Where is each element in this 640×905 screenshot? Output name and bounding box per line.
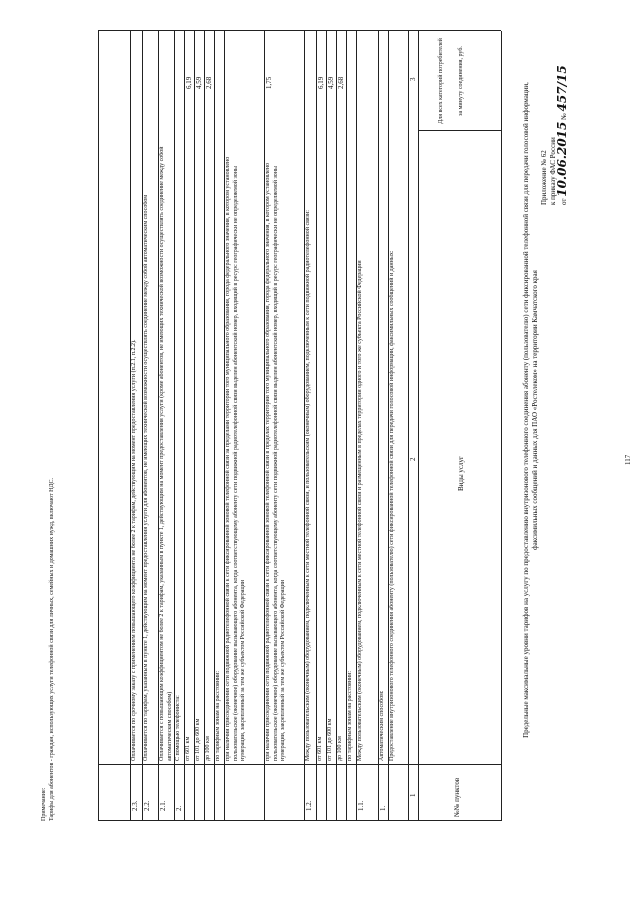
col-index-1: 1 — [409, 793, 417, 797]
row-text: Оплачивается по срочному заказу с применением повышающего коэффициента не более 2 к тарифам, действующим на момент предоставления услуги (п.2.1, п.2.2). — [131, 339, 137, 761]
row-text: Между пользовательским (оконечным) оборудованием, подключенным к сети местной телефонной связи, и пользовательским (оконечным) оборудованием, подключенным к сети подвижной радиотелефонной связи: — [305, 210, 311, 761]
row-number: 2. — [175, 805, 183, 811]
title-line-1: Предельные максимальные уровни тарифов на услугу по предоставлению внутризонового телефонного соединения абоненту (пользователю) сети фиксированной телефонной связи для передачи голосовой информации, — [522, 82, 530, 738]
row-text: Автоматическим способом: — [379, 690, 385, 761]
row-text: при наличии присоединения сети подвижной радиотелефонной связи к сети фиксированной зоновой телефонной связи в пределах территории того муниципального образования, города федерального значения, в котором установлено пользовательское (оконечное) оборудование вызывающего абонента, когда соответствующему абоненту сети подвижной радиотелефонной связи выделен абонентский номер, входящий в ресурс географически не определяемой зоны нумерации, закрепленный за тем же субъектом Российской Федерации — [265, 162, 286, 761]
row-text: от 101 до 600 км — [327, 718, 333, 761]
row-text: по тарифным зонам на расстоянии: — [215, 670, 221, 761]
row-text: Оплачивается по тарифам, указанным в пункте 1, действующим на момент предоставления услуги для абонентов, не имеющих технической возможности осуществлять соединение между собой автоматическим способом — [143, 194, 149, 761]
header-num: №№ пунктов — [453, 777, 461, 817]
row-text: С помощью телефониста: — [175, 695, 181, 761]
row-text: при наличии присоединения сети подвижной радиотелефонной связи к сети фиксированной зоновой телефонной связи за пределами территории того муниципального образования, города федерального значения, в котором установлено пользовательское (оконечное) оборудование вызывающего абонента, когда соответствующему абоненту сети подвижной радиотелефонной связи выделен абонентский номер, входящий в ресурс географически не определяемой зоны нумерации, закрепленный за тем же субъектом Российской Федерации — [225, 156, 246, 761]
col-index-2: 2 — [409, 457, 417, 461]
row-number: 2.1. — [159, 800, 167, 811]
row-value: 1,75 — [265, 76, 273, 89]
row-value: 2,68 — [337, 76, 345, 89]
row-number: 1. — [379, 805, 387, 811]
header-services: Виды услуг — [457, 456, 465, 491]
col-index-3: 3 — [409, 77, 417, 81]
appendix-date-line — [555, 65, 569, 205]
row-text: до 100 км — [337, 736, 343, 761]
row-value: 2,68 — [205, 76, 213, 89]
row-number: 1.2. — [305, 800, 313, 811]
handwritten-number: 457/15 — [555, 65, 569, 112]
number-label: № — [560, 113, 568, 120]
page-number: 117 — [624, 454, 632, 465]
row-text: Между пользовательским (оконечным) оборудованием, подключенным к сети местной телефонной связи и размещенным в пределах территории одного и того же субъекта Российской Федерации — [357, 260, 363, 761]
appendix-line-2: к приказу ФАС России — [549, 137, 557, 205]
row-number: 2.2. — [143, 800, 151, 811]
row-text: по тарифным зонам на расстоянии: — [347, 670, 353, 761]
tariff-table — [98, 31, 501, 821]
row-value: 4,59 — [327, 76, 335, 89]
row-value: 4,59 — [195, 76, 203, 89]
notes — [40, 478, 56, 821]
row-text: от 601 км — [317, 736, 323, 761]
row-value: 6,19 — [185, 76, 193, 89]
header-price-1: Для всех категорий потребителей — [438, 38, 444, 124]
row-text: до 100 км — [205, 736, 211, 761]
row-text: Предоставление внутризонового телефонного соединения абоненту (пользователю) сети фиксированной телефонной связи для передачи голосовой информации, факсимильных сообщений и данных: — [389, 250, 395, 761]
row-value: 6,19 — [317, 76, 325, 89]
note-text: Тарифы для абонентов - граждан, использующих услуги телефонной связи для личных, семейных и домашних нужд, включают НДС. — [49, 477, 55, 821]
note-title: Примечание: — [41, 787, 47, 821]
row-text: Оплачивается с повышающим коэффициентом не более 2 к тарифам, указанным в пункте 1, действующим на момент предоставления услуги (кроме абонентов, не имеющих технической возможности осуществлять соединение между собой автоматическим способом) — [159, 146, 173, 761]
handwritten-date: 10.06.2015 — [555, 121, 569, 197]
row-text: от 101 до 600 км — [195, 718, 201, 761]
row-number: 2.3. — [131, 800, 139, 811]
title-line-2: факсимильных сообщений и данных для ПАО «Ростелеком» на территории Камчатского края — [531, 270, 539, 550]
document-title — [522, 10, 540, 810]
appendix-line-1: Приложение № 62 — [540, 150, 548, 205]
row-text: от 601 км — [185, 736, 191, 761]
appendix-block — [540, 65, 569, 205]
date-label: от — [560, 198, 568, 205]
row-number: 1.1. — [357, 800, 365, 811]
header-price-2: за минуту соединения, руб. — [458, 46, 464, 116]
